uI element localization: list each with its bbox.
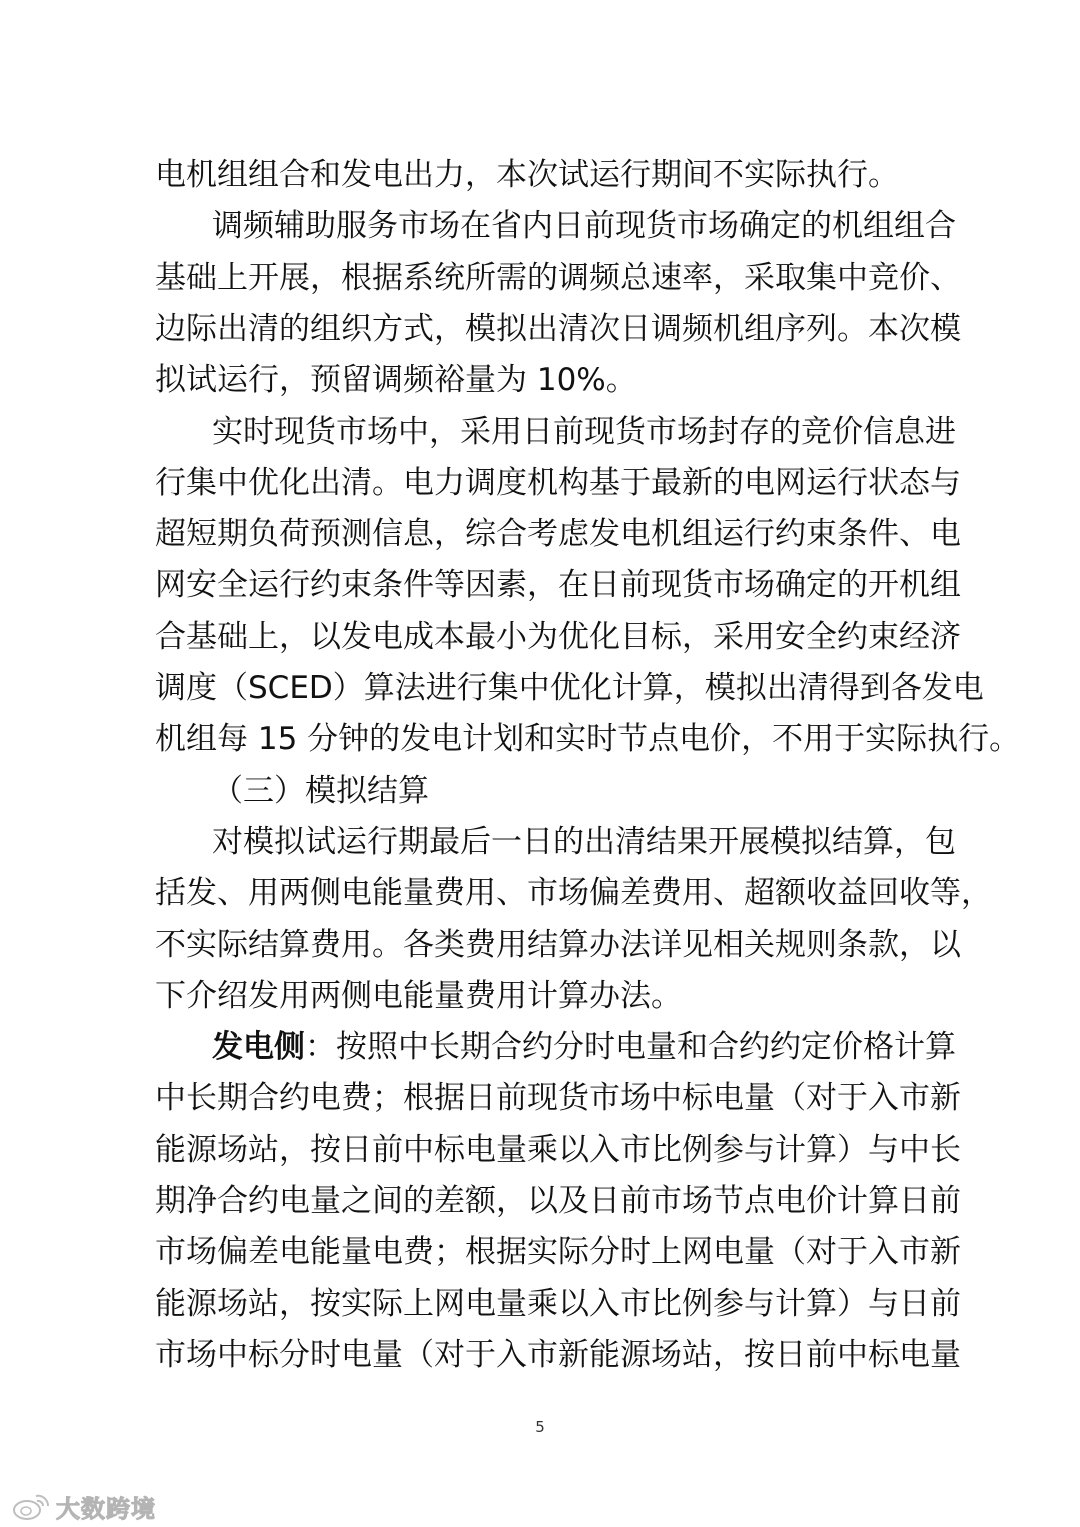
text-line: 调度（SCED）算法进行集中优化计算，模拟出清得到各发电 xyxy=(155,670,984,706)
text-line: 基础上开展，根据系统所需的调频总速率，采取集中竞价、 xyxy=(155,259,961,296)
text-line: 期净合约电量之间的差额，以及日前市场节点电价计算日前 xyxy=(155,1183,961,1219)
text-line: 合基础上，以发电成本最小为优化目标，采用安全约束经济 xyxy=(155,618,961,655)
page-number: 5 xyxy=(535,1418,545,1436)
watermark-text: 大数跨境 xyxy=(56,1494,156,1523)
text-line: 网安全运行约束条件等因素，在日前现货市场确定的开机组 xyxy=(155,567,961,604)
text-line: 市场偏差电能量电费；根据实际分时上网电量（对于入市新 xyxy=(155,1234,961,1271)
text-line: 括发、用两侧电能量费用、市场偏差费用、超额收益回收等， xyxy=(155,875,992,912)
text-line: 超短期负荷预测信息，综合考虑发电机组运行约束条件、电 xyxy=(155,516,961,553)
text-line: 市场中标分时电量（对于入市新能源场站，按日前中标电量 xyxy=(155,1336,961,1373)
text-line: 机组每 15 分钟的发电计划和实时节点电价，不用于实际执行。 xyxy=(155,721,1021,758)
text-line: 电机组组合和发电出力，本次试运行期间不实际执行。 xyxy=(155,157,899,193)
text-line: 拟试运行，预留调频裕量为 10%。 xyxy=(155,362,637,399)
text-line: 调频辅助服务市场在省内日前现货市场确定的机组组合 xyxy=(212,208,956,245)
bold-label: 发电侧 xyxy=(212,1029,305,1066)
text-line: 行集中优化出清。电力调度机构基于最新的电网运行状态与 xyxy=(155,464,961,501)
text-line: 对模拟试运行期最后一日的出清结果开展模拟结算，包 xyxy=(212,823,956,860)
text-line xyxy=(212,1029,956,1069)
text-line: 能源场站，按实际上网电量乘以入市比例参与计算）与日前 xyxy=(155,1285,961,1322)
weibo-logo-icon xyxy=(12,1490,52,1522)
text-line: 边际出清的组织方式，模拟出清次日调频机组序列。本次模 xyxy=(155,310,961,347)
watermark xyxy=(12,1489,156,1523)
text-line: 中长期合约电费；根据日前现货市场中标电量（对于入市新 xyxy=(155,1080,961,1117)
text-line: 能源场站，按日前中标电量乘以入市比例参与计算）与中长 xyxy=(155,1131,961,1168)
text-line: 下介绍发用两侧电能量费用计算办法。 xyxy=(155,977,682,1014)
section-heading: （三）模拟结算 xyxy=(212,772,429,809)
text-line: 不实际结算费用。各类费用结算办法详见相关规则条款，以 xyxy=(155,926,961,963)
text-line: 实时现货市场中，采用日前现货市场封存的竞价信息进 xyxy=(212,413,956,450)
text-run: ：按照中长期合约分时电量和合约约定价格计算 xyxy=(305,1029,956,1066)
